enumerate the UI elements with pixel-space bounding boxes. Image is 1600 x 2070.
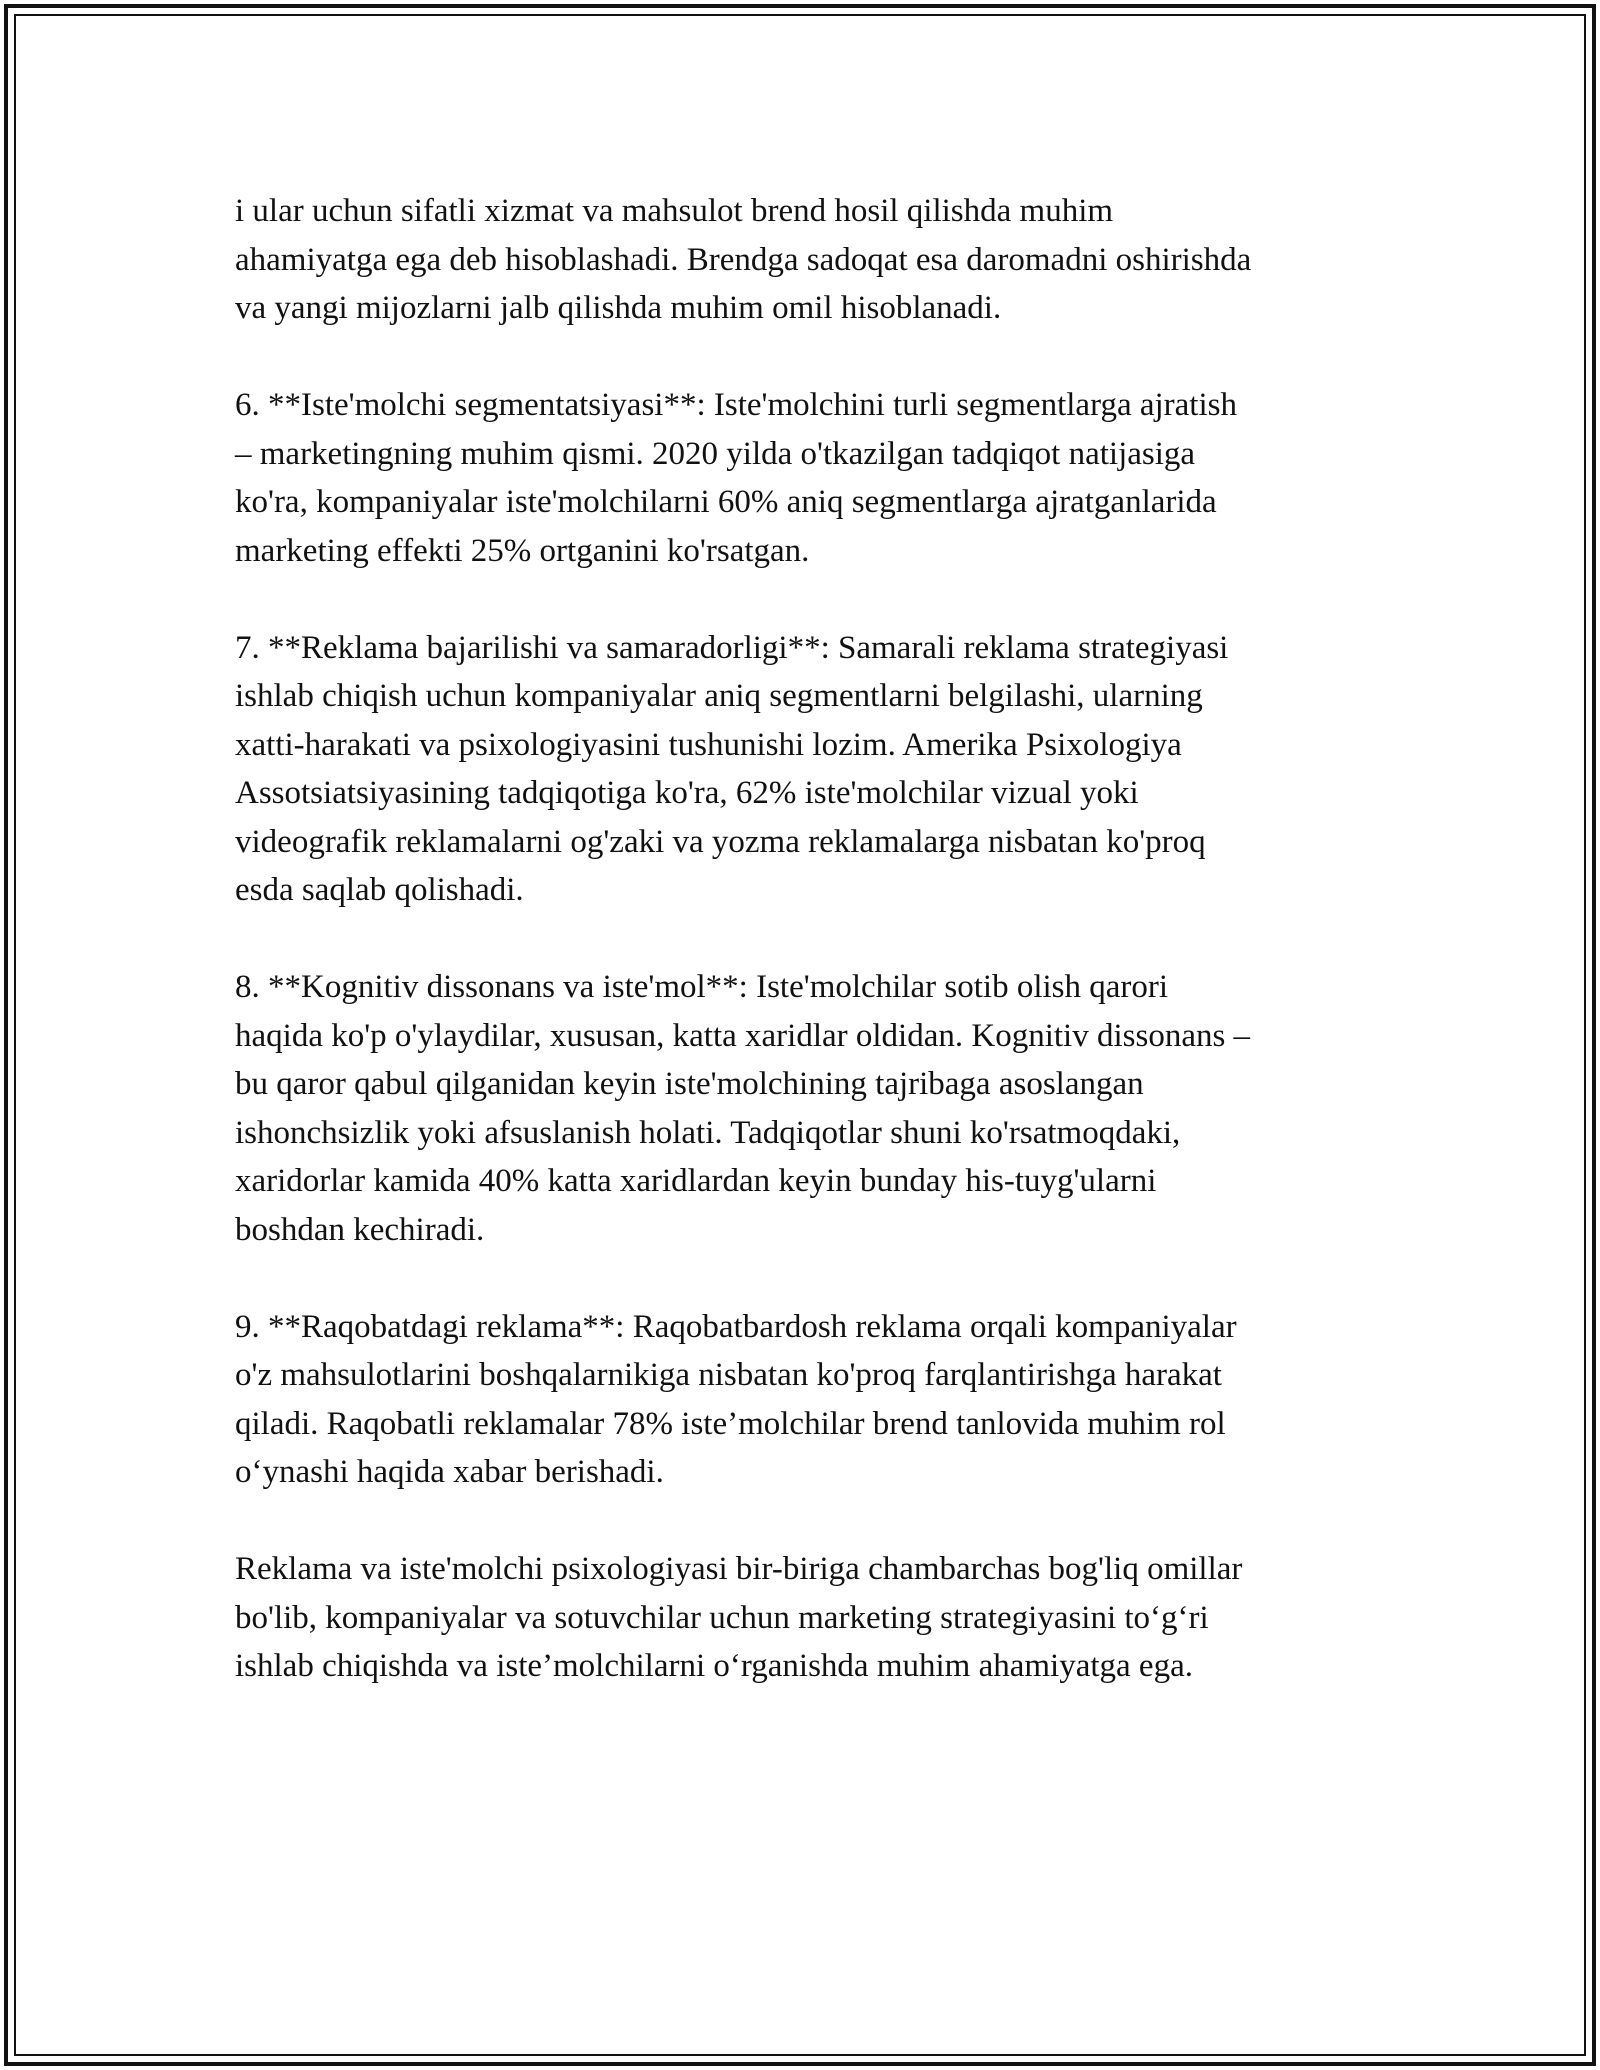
paragraph-brand-loyalty: i ular uchun sifatli xizmat va mahsulot brend hosil qilishda muhim ahamiyatga ega deb hisoblashadi. Brendga sadoqat esa daromadni oshirishda va yangi mijozlarni jalb qilishda muhim omil hisoblanadi.: [235, 193, 1252, 326]
document-body: [235, 187, 1375, 1739]
paragraph-conclusion: Reklama va iste'molchi psixologiyasi bir-biriga chambarchas bog'liq omillar bo'lib, kompaniyalar va sotuvchilar uchun marketing strategiyasini to‘g‘ri ishlab chiqishda va iste’molchilarni o‘rganishda muhim ahamiyatga ega.: [235, 1551, 1243, 1684]
paragraph-consumer-segmentation: 6. **Iste'molchi segmentatsiyasi**: Iste'molchini turli segmentlarga ajratish – marketingning muhim qismi. 2020 yilda o'tkazilgan tadqiqot natijasiga ko'ra, kompaniyalar iste'molchilarni 60% aniq segmentlarga ajratganlarida marketing effekti 25% ortganini ko'rsatgan.: [235, 387, 1237, 569]
paragraph-cognitive-dissonance: 8. **Kognitiv dissonans va iste'mol**: Iste'molchilar sotib olish qarori haqida ko'p o'ylaydilar, xususan, katta xaridlar oldidan. Kognitiv dissonans – bu qaror qabul qilganidan keyin iste'molchining tajribaga asoslangan ishonchsizlik yoki afsuslanish holati. Tadqiqotlar shuni ko'rsatmoqdaki, xaridorlar kamida 40% katta xaridlardan keyin bunday his-tuyg'ularni boshdan kechiradi.: [235, 969, 1251, 1248]
paragraph-competitive-advertising: 9. **Raqobatdagi reklama**: Raqobatbardosh reklama orqali kompaniyalar o'z mahsulotlarini boshqalarnikiga nisbatan ko'proq farqlantirishga harakat qiladi. Raqobatli reklamalar 78% iste’molchilar brend tanlovida muhim rol o‘ynashi haqida xabar berishadi.: [235, 1308, 1237, 1490]
paragraph-advertising-effectiveness: 7. **Reklama bajarilishi va samaradorligi**: Samarali reklama strategiyasi ishlab chiqish uchun kompaniyalar aniq segmentlarni belgilashi, ularning xatti-harakati va psixologiyasini tushunishi lozim. Amerika Psixologiya Assotsiatsiyasining tadqiqotiga ko'ra, 62% iste'molchilar vizual yoki videografik reklamalarni og'zaki va yozma reklamalarga nisbatan ko'proq esda saqlab qolishadi.: [235, 629, 1229, 908]
